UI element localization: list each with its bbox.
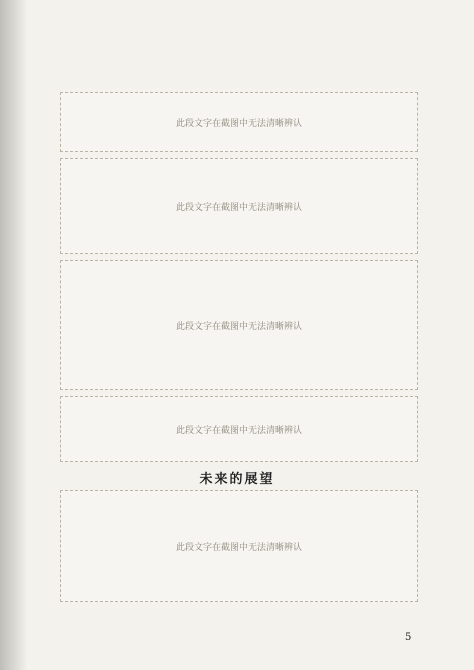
page-number: 5 <box>405 632 412 643</box>
paragraph-1: 此段文字在截图中无法清晰辨认 <box>60 92 418 152</box>
paragraph-3: 此段文字在截图中无法清晰辨认 <box>60 260 418 390</box>
paragraph-5: 此段文字在截图中无法清晰辨认 <box>60 490 418 602</box>
paragraph-4: 此段文字在截图中无法清晰辨认 <box>60 396 418 462</box>
paragraph-2: 此段文字在截图中无法清晰辨认 <box>60 158 418 254</box>
binding-shadow <box>0 0 28 670</box>
section-heading: 未来的展望 <box>199 472 275 487</box>
